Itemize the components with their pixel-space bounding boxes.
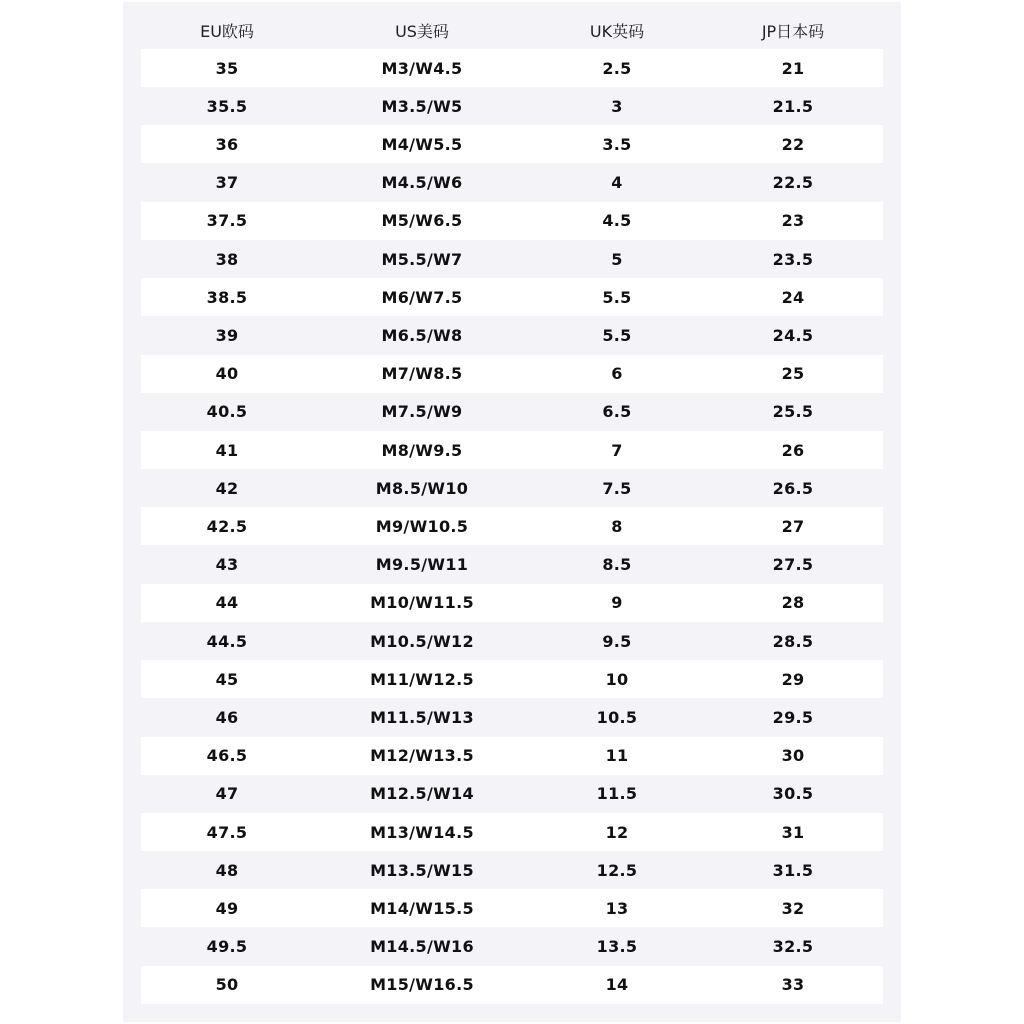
cell-eu: 38 bbox=[215, 249, 239, 269]
cell-us: M6/W7.5 bbox=[381, 287, 463, 307]
table-row bbox=[141, 87, 883, 125]
cell-uk: 5.5 bbox=[602, 325, 632, 345]
cell-us: M8/W9.5 bbox=[381, 440, 463, 460]
cell-jp: 32.5 bbox=[772, 937, 814, 957]
cell-us: M14.5/W16 bbox=[370, 937, 474, 957]
cell-jp: 27 bbox=[781, 516, 805, 536]
cell-uk: 5 bbox=[611, 249, 623, 269]
cell-uk: 11 bbox=[605, 746, 629, 766]
cell-uk: 12 bbox=[605, 822, 629, 842]
cell-eu: 47.5 bbox=[206, 822, 248, 842]
cell-jp: 26.5 bbox=[772, 478, 814, 498]
cell-eu: 41 bbox=[215, 440, 239, 460]
cell-jp: 25 bbox=[781, 364, 805, 384]
cell-jp: 27.5 bbox=[772, 555, 814, 575]
cell-uk: 7.5 bbox=[602, 478, 632, 498]
table-row bbox=[141, 278, 883, 316]
cell-eu: 37.5 bbox=[206, 211, 248, 231]
cell-us: M9.5/W11 bbox=[375, 555, 469, 575]
cell-jp: 29 bbox=[781, 669, 805, 689]
cell-us: M11/W12.5 bbox=[370, 669, 474, 689]
cell-uk: 6.5 bbox=[602, 402, 632, 422]
cell-jp: 31 bbox=[781, 822, 805, 842]
cell-us: M13/W14.5 bbox=[370, 822, 474, 842]
cell-us: M12/W13.5 bbox=[370, 746, 474, 766]
cell-uk: 12.5 bbox=[596, 860, 638, 880]
header-us: US美码 bbox=[395, 21, 449, 41]
table-row bbox=[141, 966, 883, 1004]
cell-us: M8.5/W10 bbox=[375, 478, 469, 498]
header-eu: EU欧码 bbox=[200, 21, 254, 41]
table-row bbox=[141, 49, 883, 87]
cell-eu: 44.5 bbox=[206, 631, 248, 651]
cell-eu: 40.5 bbox=[206, 402, 248, 422]
cell-jp: 30.5 bbox=[772, 784, 814, 804]
cell-jp: 28 bbox=[781, 593, 805, 613]
table-row bbox=[141, 469, 883, 507]
cell-uk: 14 bbox=[605, 975, 629, 995]
cell-jp: 28.5 bbox=[772, 631, 814, 651]
cell-uk: 3.5 bbox=[602, 134, 632, 154]
cell-us: M6.5/W8 bbox=[381, 325, 463, 345]
cell-us: M5.5/W7 bbox=[381, 249, 463, 269]
cell-eu: 50 bbox=[215, 975, 239, 995]
cell-uk: 4.5 bbox=[602, 211, 632, 231]
cell-us: M13.5/W15 bbox=[370, 860, 474, 880]
cell-jp: 29.5 bbox=[772, 707, 814, 727]
cell-us: M10.5/W12 bbox=[370, 631, 474, 651]
cell-uk: 9.5 bbox=[602, 631, 632, 651]
table-row bbox=[141, 507, 883, 545]
cell-uk: 7 bbox=[611, 440, 623, 460]
table-row bbox=[141, 851, 883, 889]
cell-uk: 4 bbox=[611, 173, 623, 193]
table-row bbox=[141, 698, 883, 736]
cell-jp: 22.5 bbox=[772, 173, 814, 193]
cell-eu: 38.5 bbox=[206, 287, 248, 307]
cell-eu: 39 bbox=[215, 325, 239, 345]
cell-us: M10/W11.5 bbox=[370, 593, 474, 613]
cell-eu: 49.5 bbox=[206, 937, 248, 957]
cell-us: M4.5/W6 bbox=[381, 173, 463, 193]
cell-eu: 37 bbox=[215, 173, 239, 193]
cell-eu: 49 bbox=[215, 898, 239, 918]
cell-jp: 23.5 bbox=[772, 249, 814, 269]
table-row bbox=[141, 622, 883, 660]
cell-uk: 8.5 bbox=[602, 555, 632, 575]
table-row bbox=[141, 393, 883, 431]
cell-jp: 33 bbox=[781, 975, 805, 995]
table-row bbox=[141, 928, 883, 966]
cell-uk: 9 bbox=[611, 593, 623, 613]
cell-jp: 22 bbox=[781, 134, 805, 154]
header-uk: UK英码 bbox=[589, 21, 645, 41]
cell-eu: 40 bbox=[215, 364, 239, 384]
cell-us: M3.5/W5 bbox=[381, 96, 463, 116]
table-row bbox=[141, 546, 883, 584]
cell-eu: 44 bbox=[215, 593, 239, 613]
cell-uk: 5.5 bbox=[602, 287, 632, 307]
size-chart-panel bbox=[123, 2, 901, 1022]
cell-eu: 47 bbox=[215, 784, 239, 804]
header-jp: JP日本码 bbox=[761, 21, 825, 41]
cell-uk: 3 bbox=[611, 96, 623, 116]
cell-jp: 23 bbox=[781, 211, 805, 231]
cell-us: M12.5/W14 bbox=[370, 784, 474, 804]
cell-us: M11.5/W13 bbox=[370, 707, 474, 727]
table-row bbox=[141, 316, 883, 354]
cell-eu: 42 bbox=[215, 478, 239, 498]
cell-jp: 25.5 bbox=[772, 402, 814, 422]
cell-uk: 8 bbox=[611, 516, 623, 536]
cell-jp: 21.5 bbox=[772, 96, 814, 116]
cell-eu: 46.5 bbox=[206, 746, 248, 766]
table-row bbox=[141, 737, 883, 775]
cell-us: M3/W4.5 bbox=[381, 58, 463, 78]
cell-us: M4/W5.5 bbox=[381, 134, 463, 154]
cell-eu: 46 bbox=[215, 707, 239, 727]
cell-uk: 2.5 bbox=[602, 58, 632, 78]
table-row bbox=[141, 355, 883, 393]
cell-eu: 48 bbox=[215, 860, 239, 880]
table-row bbox=[141, 889, 883, 927]
cell-eu: 45 bbox=[215, 669, 239, 689]
cell-us: M5/W6.5 bbox=[381, 211, 463, 231]
table-row bbox=[141, 775, 883, 813]
cell-us: M7/W8.5 bbox=[381, 364, 463, 384]
cell-us: M9/W10.5 bbox=[375, 516, 469, 536]
cell-jp: 32 bbox=[781, 898, 805, 918]
table-row bbox=[141, 660, 883, 698]
cell-jp: 26 bbox=[781, 440, 805, 460]
cell-jp: 30 bbox=[781, 746, 805, 766]
table-row bbox=[141, 431, 883, 469]
cell-jp: 31.5 bbox=[772, 860, 814, 880]
cell-us: M15/W16.5 bbox=[370, 975, 474, 995]
cell-uk: 13.5 bbox=[596, 937, 638, 957]
cell-uk: 10.5 bbox=[596, 707, 638, 727]
cell-uk: 10 bbox=[605, 669, 629, 689]
cell-uk: 13 bbox=[605, 898, 629, 918]
cell-us: M14/W15.5 bbox=[370, 898, 474, 918]
table-row bbox=[141, 164, 883, 202]
cell-jp: 24.5 bbox=[772, 325, 814, 345]
cell-jp: 24 bbox=[781, 287, 805, 307]
table-row bbox=[141, 240, 883, 278]
cell-eu: 36 bbox=[215, 134, 239, 154]
table-row bbox=[141, 813, 883, 851]
table-row bbox=[141, 584, 883, 622]
cell-uk: 6 bbox=[611, 364, 623, 384]
cell-eu: 42.5 bbox=[206, 516, 248, 536]
cell-eu: 43 bbox=[215, 555, 239, 575]
table-header bbox=[141, 10, 883, 50]
table-row bbox=[141, 202, 883, 240]
cell-jp: 21 bbox=[781, 58, 805, 78]
cell-eu: 35 bbox=[215, 58, 239, 78]
cell-us: M7.5/W9 bbox=[381, 402, 463, 422]
cell-uk: 11.5 bbox=[596, 784, 638, 804]
cell-eu: 35.5 bbox=[206, 96, 248, 116]
table-row bbox=[141, 125, 883, 163]
